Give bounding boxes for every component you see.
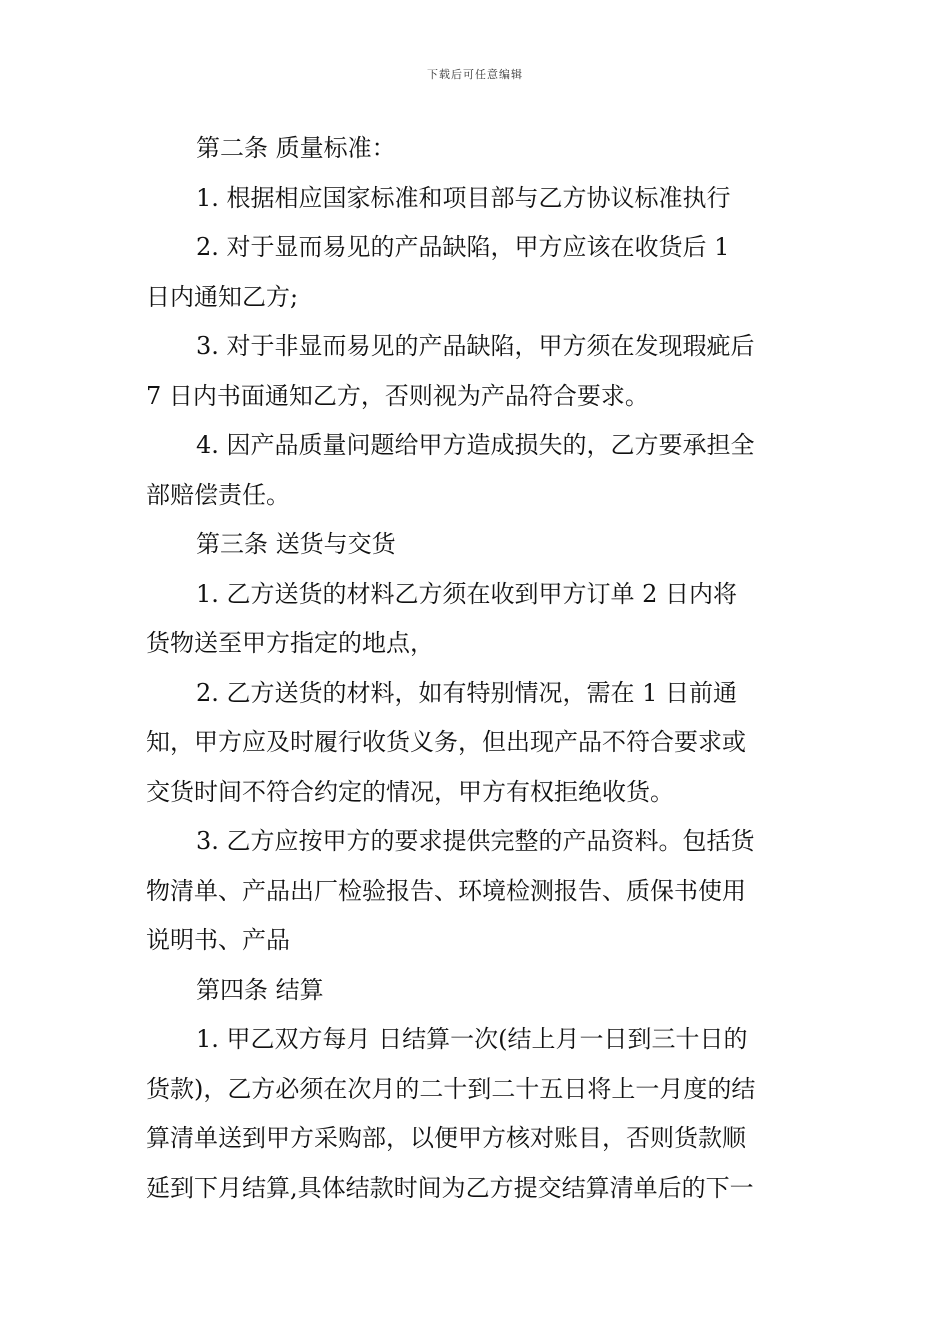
document-body xyxy=(146,124,806,1213)
text-line: 第三条 送货与交货 xyxy=(196,530,396,558)
text-line: 2. 乙方送货的材料，如有特别情况，需在 1 日前通 xyxy=(196,678,738,707)
text-line: 知，甲方应及时履行收货义务，但出现产品不符合要求或 xyxy=(146,728,746,756)
text-line: 货款)，乙方必须在次月的二十到二十五日将上一月度的结 xyxy=(146,1074,756,1103)
text-line: 交货时间不符合约定的情况，甲方有权拒绝收货。 xyxy=(146,777,674,806)
text-line: 4. 因产品质量问题给甲方造成损失的，乙方要承担全 xyxy=(196,431,755,459)
text-line: 1. 乙方送货的材料乙方须在收到甲方订单 2 日内将 xyxy=(196,579,738,608)
page-header: 下载后可任意编辑 xyxy=(427,68,523,81)
text-line: 第四条 结算 xyxy=(196,975,324,1004)
text-line: 3. 乙方应按甲方的要求提供完整的产品资料。包括货 xyxy=(196,827,755,855)
text-line: 7 日内书面通知乙方，否则视为产品符合要求。 xyxy=(146,381,649,410)
text-line: 延到下月结算,具体结款时间为乙方提交结算清单后的下一 xyxy=(146,1173,754,1202)
text-line: 第二条 质量标准： xyxy=(196,134,396,162)
text-line: 部赔偿责任。 xyxy=(146,480,290,509)
text-line: 2. 对于显而易见的产品缺陷，甲方应该在收货后 1 xyxy=(196,233,730,261)
text-line: 1. 甲乙双方每月 日结算一次(结上月一日到三十日的 xyxy=(196,1025,748,1053)
text-line: 物清单、产品出厂检验报告、环境检测报告、质保书使用 xyxy=(146,876,746,905)
text-line: 日内通知乙方; xyxy=(146,282,299,311)
text-line: 货物送至甲方指定的地点， xyxy=(146,629,434,657)
text-line: 算清单送到甲方采购部，以便甲方核对账目，否则货款顺 xyxy=(146,1124,746,1152)
text-line: 1. 根据相应国家标准和项目部与乙方协议标准执行 xyxy=(196,183,731,212)
text-line: 说明书、产品 xyxy=(146,926,290,954)
text-line: 3. 对于非显而易见的产品缺陷，甲方须在发现瑕疵后 xyxy=(196,332,755,360)
